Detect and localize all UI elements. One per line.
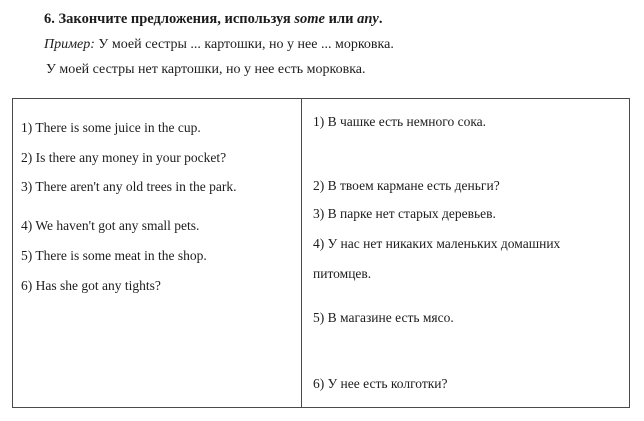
exercise-title-text: 6. Закончите предложения, используя [44, 11, 295, 27]
english-sentence-1: 1) There is some juice in the cup. [21, 120, 201, 135]
word-or: или [324, 11, 358, 27]
column-divider [301, 99, 302, 407]
word-any: any [357, 11, 379, 27]
english-sentence-4: 4) We haven't got any small pets. [21, 218, 200, 233]
example-answer: У моей сестры нет картошки, но у нее есть морковка. [46, 62, 366, 77]
word-some: some [294, 11, 325, 27]
russian-sentence-5: 5) В магазине есть мясо. [313, 310, 454, 325]
exercise-title [44, 11, 382, 28]
russian-sentence-1: 1) В чашке есть немного сока. [313, 114, 487, 129]
title-period: . [378, 11, 383, 27]
russian-sentence-2: 2) В твоем кармане есть деньги? [313, 178, 500, 193]
example-text: У моей сестры ... картошки, но у нее ... морковка. [94, 37, 394, 52]
english-sentence-3: 3) There aren't any old trees in the park. [21, 179, 237, 194]
russian-sentence-4: 4) У нас нет никаких маленьких домашних питомцев. [313, 236, 561, 281]
english-sentence-5: 5) There is some meat in the shop. [21, 248, 207, 263]
example-label: Пример: [44, 37, 95, 52]
russian-sentence-6: 6) У нее есть колготки? [313, 376, 448, 391]
example-line [44, 37, 394, 53]
translation-table [12, 98, 630, 408]
english-sentence-6: 6) Has she got any tights? [21, 278, 161, 293]
english-sentence-2: 2) Is there any money in your pocket? [21, 150, 227, 165]
russian-sentence-3: 3) В парке нет старых деревьев. [313, 206, 496, 221]
